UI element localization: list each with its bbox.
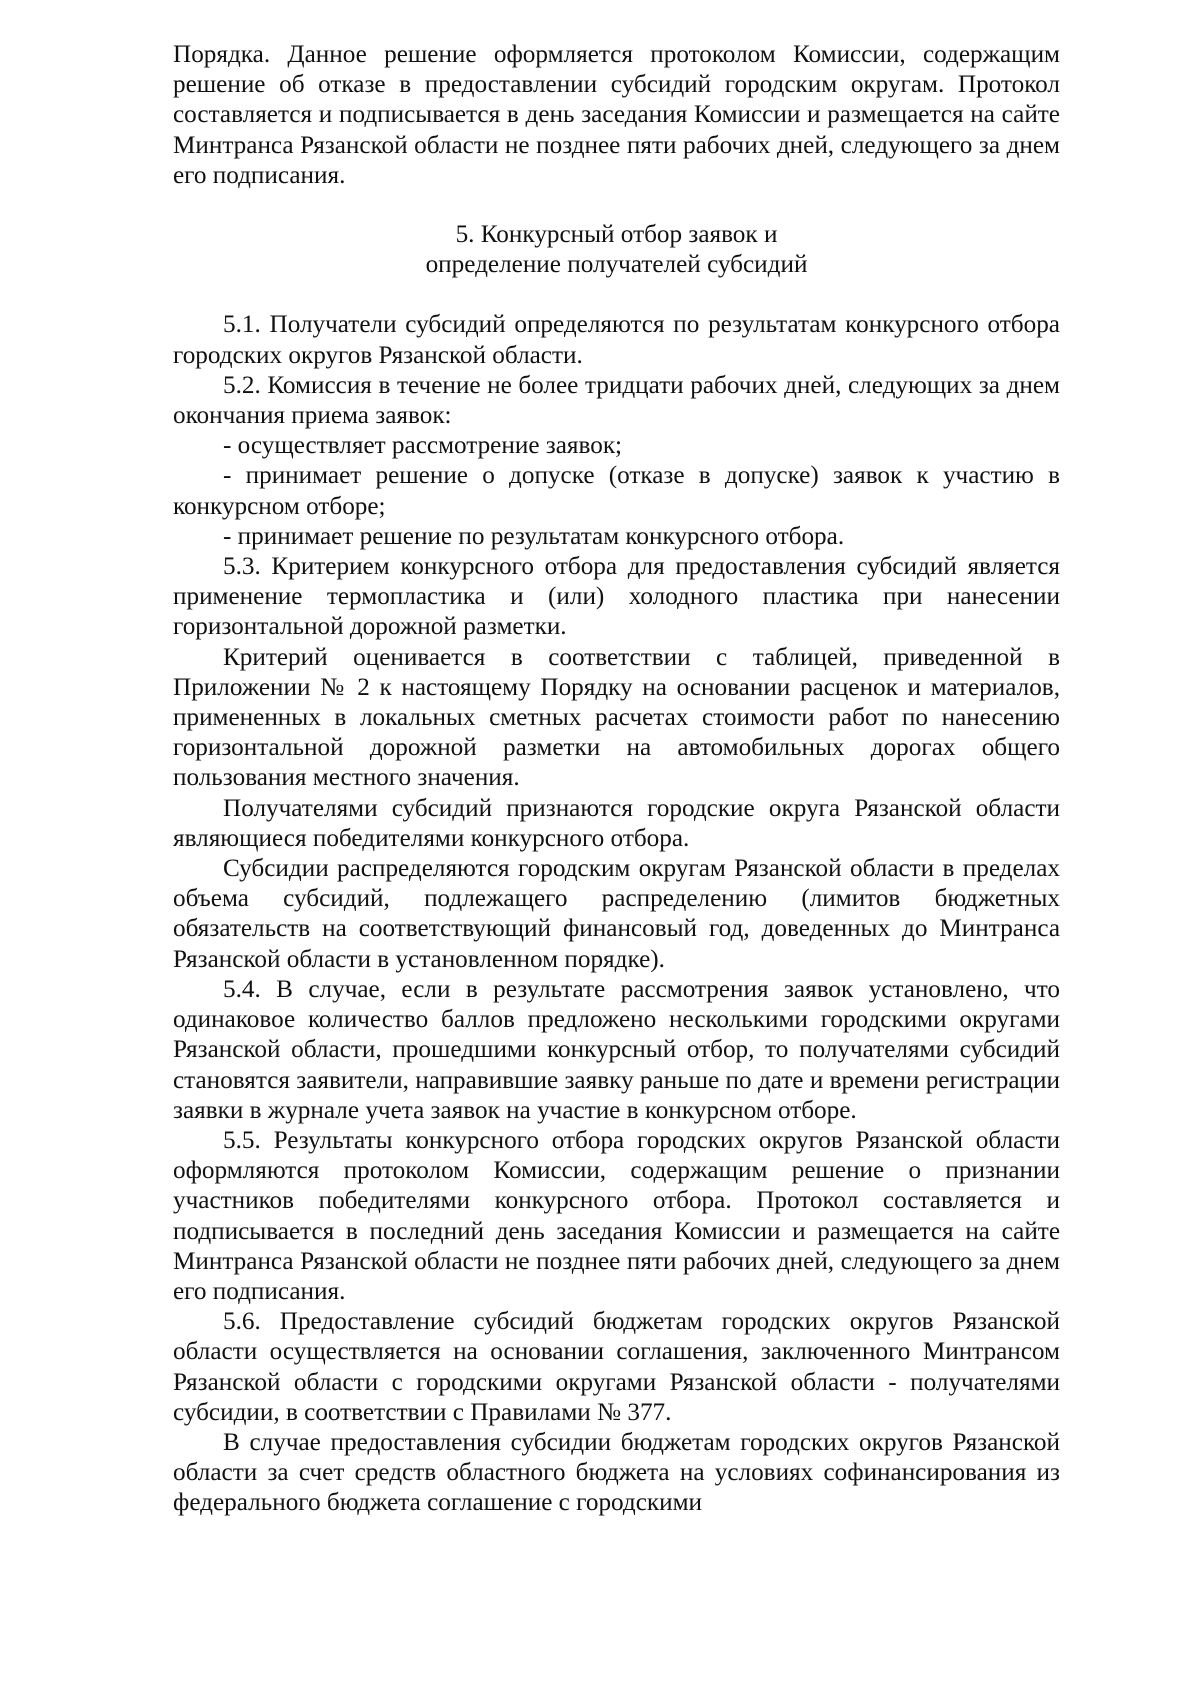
- paragraph-cofinancing: В случае предоставления субсидии бюджетам городских округов Рязанской области за счет средств областного бюджета на условиях софинансирования из федерального бюджета соглашение с городскими: [173, 1428, 1060, 1517]
- list-item-admission: - принимает решение о допуске (отказе в допуске) заявок к участию в конкурсном отборе;: [173, 462, 1060, 520]
- paragraph-distribution: Субсидии распределяются городским округам Рязанской области в пределах объема субсидий, подлежащего распределению (лимитов бюджетных обязательств на соответствующий финансовый год, доведенных до Минтранса Рязанской области в установленном порядке).: [173, 855, 1060, 973]
- paragraph-recipients: Получателями субсидий признаются городские округа Рязанской области являющиеся победителями конкурсного отбора.: [173, 794, 1060, 852]
- paragraph-5-1: 5.1. Получатели субсидий определяются по результатам конкурсного отбора городских округов Рязанской области.: [173, 311, 1060, 369]
- paragraph-5-2: 5.2. Комиссия в течение не более тридцати рабочих дней, следующих за днем окончания приема заявок:: [173, 371, 1060, 430]
- paragraph-5-4: 5.4. В случае, если в результате рассмотрения заявок установлено, что одинаковое количество баллов предложено несколькими городскими округами Рязанской области, прошедшими конкурсный отбор, то получателями субсидий становятся заявители, направившие заявку раньше по дате и времени регистрации заявки в журнале учета заявок на участие в конкурсном отборе.: [173, 975, 1060, 1124]
- paragraph-criterion: Критерий оценивается в соответствии с таблицей, приведенной в Приложении № 2 к настоящему Порядку на основании расценок и материалов, примененных в локальных сметных расчетах стоимости работ по нанесению горизонтальной дорожной разметки на автомобильных дорогах общего пользования местного значения.: [173, 643, 1060, 792]
- section-heading-line-2: определение получателей субсидий: [425, 251, 808, 279]
- document-page: [173, 40, 1060, 1519]
- intro-paragraph: Порядка. Данное решение оформляется протоколом Комиссии, содержащим решение об отказе в предоставлении субсидий городским округам. Протокол составляется и подписывается в день заседания Комиссии и размещается на сайте Минтранса Рязанской области не позднее пяти рабочих дней, следующего за днем его подписания.: [173, 41, 1060, 189]
- section-heading-line-1: 5. Конкурсный отбор заявок и: [455, 221, 778, 249]
- paragraph-5-3: 5.3. Критерием конкурсного отбора для предоставления субсидий является применение термопластика и (или) холодного пластика при нанесении горизонтальной дорожной разметки.: [173, 553, 1060, 641]
- paragraph-5-5: 5.5. Результаты конкурсного отбора городских округов Рязанской области оформляются протоколом Комиссии, содержащим решение о признании участников победителями конкурсного отбора. Протокол составляется и подписывается в последний день заседания Комиссии и размещается на сайте Минтранса Рязанской области не позднее пяти рабочих дней, следующего за днем его подписания.: [173, 1126, 1060, 1305]
- paragraph-5-6: 5.6. Предоставление субсидий бюджетам городских округов Рязанской области осуществляется на основании соглашения, заключенного Минтрансом Рязанской области с городскими округами Рязанской области - получателями субсидии, в соответствии с Правилами № 377.: [173, 1308, 1060, 1426]
- section-heading: [173, 220, 1060, 280]
- list-item-review: - осуществляет рассмотрение заявок;: [223, 432, 623, 460]
- list-item-decision: - принимает решение по результатам конкурсного отбора.: [223, 522, 845, 550]
